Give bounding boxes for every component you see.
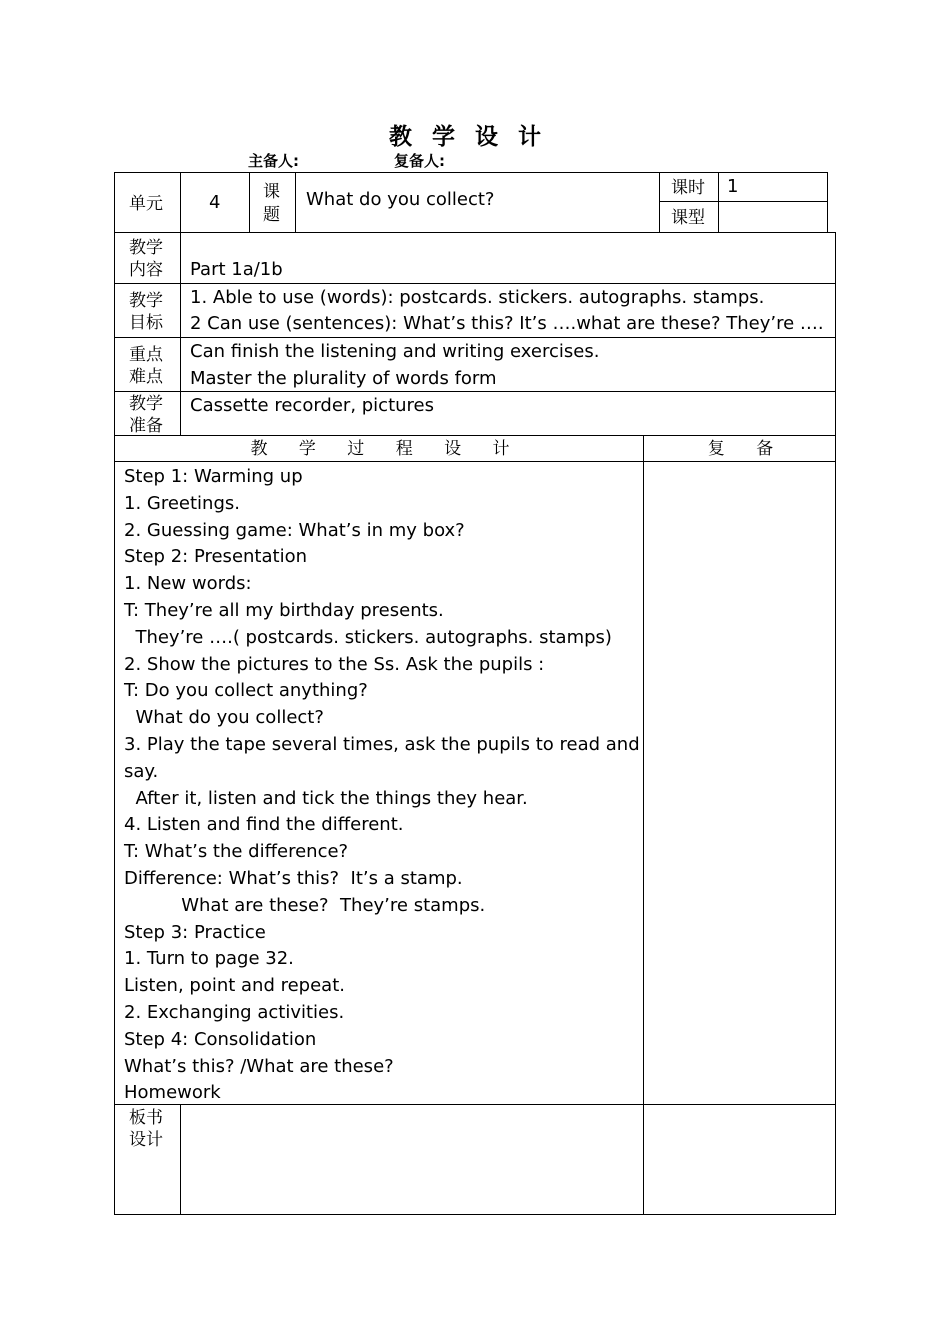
- process-line: 1. Greetings.: [124, 492, 240, 514]
- unit-label: 单元: [129, 194, 163, 214]
- process-line: What’s this? /What are these?: [124, 1055, 394, 1077]
- process-header: 教 学 过 程 设 计: [250, 439, 510, 459]
- review-header-cell: [643, 435, 836, 462]
- topic-label: 课题: [263, 182, 280, 225]
- period-label: 课时: [671, 178, 705, 198]
- objectives-value-cell: [180, 283, 836, 338]
- period-value-cell: [718, 172, 828, 202]
- board-label-cell: [114, 1104, 181, 1215]
- objectives-label-cell: [114, 283, 181, 338]
- preparation-label: 教学准备: [129, 394, 163, 436]
- document-title: 教学设计: [389, 124, 561, 150]
- process-line: 1. New words:: [124, 573, 252, 595]
- board-label-line-1: 板书: [129, 1108, 163, 1128]
- process-line: 2. Show the pictures to the Ss. Ask the pupils :: [124, 653, 545, 675]
- process-line: T: What’s the difference?: [124, 841, 349, 863]
- topic-label-cell: [249, 172, 296, 233]
- unit-label-cell: [114, 172, 181, 233]
- process-line: 4. Listen and find the different.: [124, 814, 404, 836]
- preparation-line: Cassette recorder, pictures: [190, 395, 435, 416]
- main-preparer-label: 主备人:: [248, 152, 299, 170]
- process-line: What do you collect?: [124, 707, 324, 729]
- process-lines: [124, 464, 642, 1107]
- objectives-line-2: 2 Can use (sentences): What’s this? It’s ….what are these? They’re ….: [190, 313, 824, 334]
- type-value-cell: [718, 201, 828, 233]
- preparation-label-cell: [114, 391, 181, 436]
- keypoints-value-cell: [180, 337, 836, 392]
- process-body-cell: [114, 461, 644, 1105]
- content-value-cell: [180, 232, 836, 284]
- process-line: Step 1: Warming up: [124, 466, 303, 487]
- board-label-line-2: 设计: [129, 1130, 163, 1150]
- process-line: 1. Turn to page 32.: [124, 948, 294, 970]
- content-label-cell: [114, 232, 181, 284]
- process-line: Step 3: Practice: [124, 921, 266, 943]
- process-line: Difference: What’s this? It’s a stamp.: [124, 867, 463, 889]
- board-content-cell: [180, 1104, 644, 1215]
- period-label-cell: [659, 172, 719, 202]
- objectives-label: 教学目标: [129, 291, 163, 333]
- unit-value-cell: [180, 172, 250, 233]
- process-line: say.: [124, 760, 159, 782]
- content-label: 教学内容: [129, 238, 163, 280]
- keypoints-label-cell: [114, 337, 181, 392]
- type-label-cell: [659, 201, 719, 233]
- keypoints-line-2: Master the plurality of words form: [190, 368, 497, 389]
- review-body-cell: [643, 461, 836, 1105]
- topic-value-cell: [295, 172, 660, 233]
- content-line: Part 1a/1b: [190, 259, 283, 280]
- process-line: They’re ….( postcards. stickers. autographs. stamps): [124, 626, 612, 648]
- preparers-line: [248, 150, 445, 171]
- review-header: 复 备: [707, 439, 774, 459]
- process-line: Step 2: Presentation: [124, 546, 307, 568]
- process-line: What are these? They’re stamps.: [124, 894, 486, 916]
- process-line: 2. Guessing game: What’s in my box?: [124, 519, 465, 541]
- type-label: 课型: [671, 208, 705, 228]
- process-line: Homework: [124, 1082, 221, 1104]
- keypoints-line-1: Can finish the listening and writing exercises.: [190, 341, 600, 362]
- topic-value: What do you collect?: [306, 189, 495, 210]
- co-preparer-label: 复备人:: [394, 152, 445, 170]
- process-line: T: They’re all my birthday presents.: [124, 599, 444, 621]
- process-line: Listen, point and repeat.: [124, 975, 345, 997]
- unit-value: 4: [209, 192, 221, 213]
- process-line: 2. Exchanging activities.: [124, 1001, 345, 1023]
- process-line: After it, listen and tick the things they hear.: [124, 787, 528, 809]
- preparation-value-cell: [180, 391, 836, 436]
- objectives-line-1: 1. Able to use (words): postcards. stickers. autographs. stamps.: [190, 287, 765, 308]
- process-line: 3. Play the tape several times, ask the pupils to read and: [124, 733, 640, 755]
- keypoints-label: 重点难点: [129, 345, 163, 387]
- period-value: 1: [727, 176, 739, 197]
- process-line: Step 4: Consolidation: [124, 1028, 317, 1050]
- board-review-cell: [643, 1104, 836, 1215]
- process-line: T: Do you collect anything?: [124, 680, 368, 702]
- process-header-cell: [114, 435, 644, 462]
